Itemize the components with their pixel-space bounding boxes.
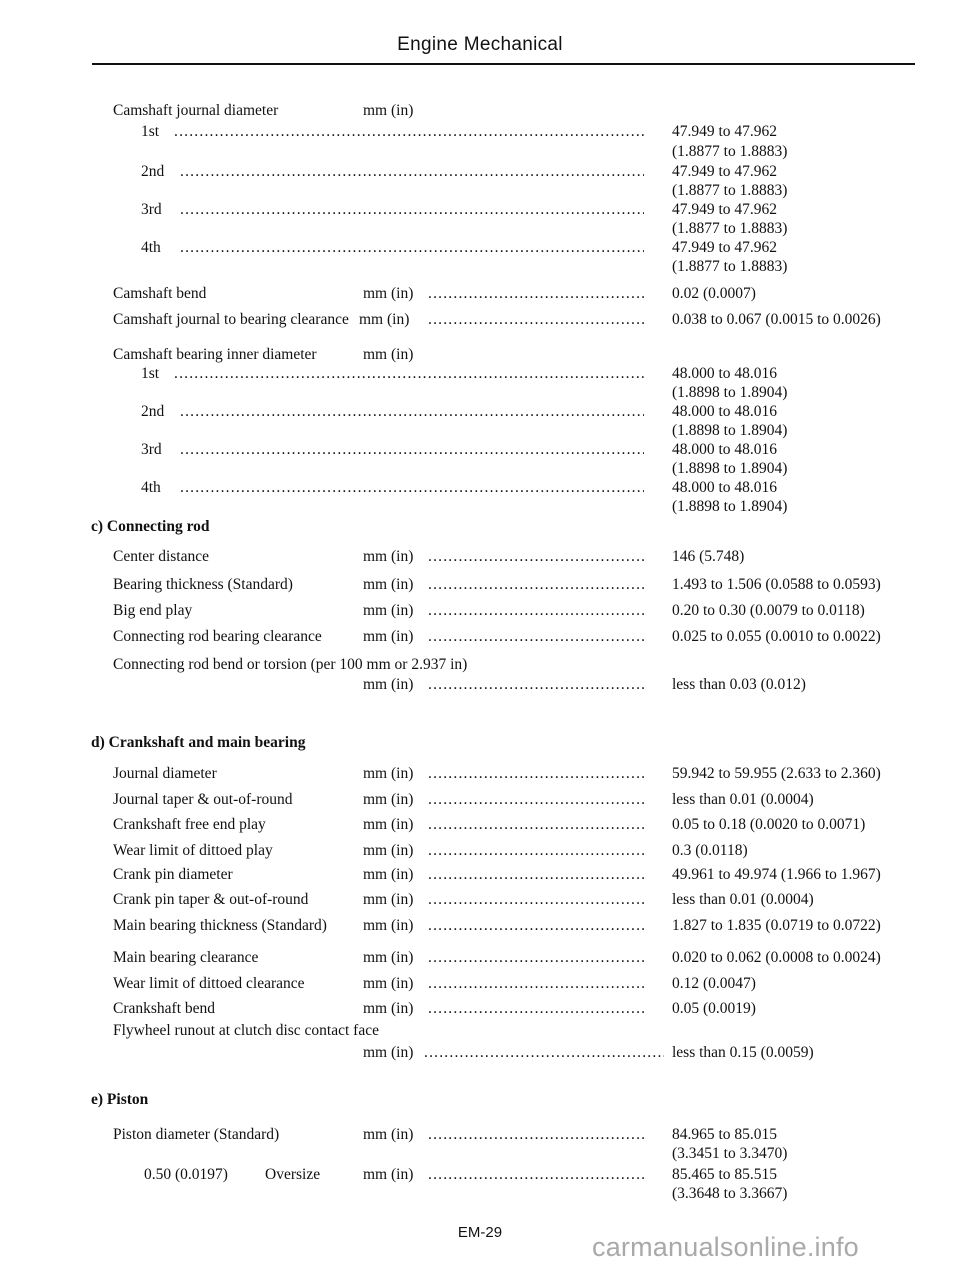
leader-dots xyxy=(428,975,644,993)
spec-label: Journal diameter xyxy=(113,765,217,782)
leader-dots xyxy=(428,576,644,594)
spec-value: 59.942 to 59.955 (2.633 to 2.360) xyxy=(672,765,881,782)
unit-label: mm (in) xyxy=(363,1000,414,1017)
camshaft-bend-value: 0.02 (0.0007) xyxy=(672,285,756,302)
unit-label: mm (in) xyxy=(363,628,414,645)
camshaft-clearance-value: 0.038 to 0.067 (0.0015 to 0.0026) xyxy=(672,311,881,328)
leader-dots xyxy=(424,1044,664,1062)
spec-label: Main bearing clearance xyxy=(113,949,259,966)
bearing-label: 4th xyxy=(141,479,161,496)
leader-dots xyxy=(180,403,644,421)
spec-label: Wear limit of dittoed clearance xyxy=(113,975,305,992)
leader-dots xyxy=(180,163,644,181)
camshaft-bend-label: Camshaft bend xyxy=(113,285,207,302)
spec-label: Connecting rod bearing clearance xyxy=(113,628,322,645)
leader-dots xyxy=(428,842,644,860)
rod-bend-label: Connecting rod bend or torsion (per 100 mm or 2.937 in) xyxy=(113,656,468,673)
section-heading-connecting-rod: c) Connecting rod xyxy=(91,518,210,535)
spec-value: 49.961 to 49.974 (1.966 to 1.967) xyxy=(672,866,881,883)
leader-dots xyxy=(428,676,644,694)
unit-label: mm (in) xyxy=(363,676,414,693)
leader-dots xyxy=(428,548,644,566)
unit-label: mm (in) xyxy=(363,891,414,908)
camshaft-clearance-label: Camshaft journal to bearing clearance xyxy=(113,311,349,328)
spec-value: less than 0.01 (0.0004) xyxy=(672,891,814,908)
unit-label: mm (in) xyxy=(363,866,414,883)
leader-dots xyxy=(428,628,644,646)
rod-bend-value: less than 0.03 (0.012) xyxy=(672,676,806,693)
bearing-value: 48.000 to 48.016 xyxy=(672,479,778,496)
leader-dots xyxy=(428,949,644,967)
leader-dots xyxy=(428,891,644,909)
spec-label: Center distance xyxy=(113,548,209,565)
bearing-value: 48.000 to 48.016 xyxy=(672,365,778,382)
journal-value: 47.949 to 47.962 xyxy=(672,163,778,180)
piston-diameter-value-in: (3.3451 to 3.3470) xyxy=(672,1145,788,1162)
unit-label: mm (in) xyxy=(363,548,414,565)
journal-value: 47.949 to 47.962 xyxy=(672,239,778,256)
journal-label: 3rd xyxy=(141,201,162,218)
spec-label: Crank pin taper & out-of-round xyxy=(113,891,309,908)
spec-label: Wear limit of dittoed play xyxy=(113,842,273,859)
watermark: carmanualsonline.info xyxy=(592,1232,859,1262)
flywheel-label: Flywheel runout at clutch disc contact face xyxy=(113,1022,379,1039)
page-number: EM-29 xyxy=(457,1224,503,1241)
spec-label: Main bearing thickness (Standard) xyxy=(113,917,327,934)
spec-value: 0.025 to 0.055 (0.0010 to 0.0022) xyxy=(672,628,881,645)
unit-label: mm (in) xyxy=(363,791,414,808)
journal-label: 1st xyxy=(141,123,160,140)
leader-dots xyxy=(428,791,644,809)
bearing-value: 48.000 to 48.016 xyxy=(672,441,778,458)
unit-label: mm (in) xyxy=(359,311,410,328)
unit-label: mm (in) xyxy=(363,1044,414,1061)
journal-value-in: (1.8877 to 1.8883) xyxy=(672,182,788,199)
bearing-value-in: (1.8898 to 1.8904) xyxy=(672,422,788,439)
spec-value: 146 (5.748) xyxy=(672,548,745,565)
leader-dots xyxy=(428,285,644,303)
leader-dots xyxy=(180,479,644,497)
bearing-value: 48.000 to 48.016 xyxy=(672,403,778,420)
leader-dots xyxy=(428,1000,644,1018)
bearing-value-in: (1.8898 to 1.8904) xyxy=(672,460,788,477)
oversize-size: 0.50 (0.0197) xyxy=(144,1166,228,1183)
journal-value: 47.949 to 47.962 xyxy=(672,201,778,218)
spec-label: Journal taper & out-of-round xyxy=(113,791,293,808)
unit-label: mm (in) xyxy=(363,949,414,966)
unit-label: mm (in) xyxy=(363,917,414,934)
page-header: Engine Mechanical xyxy=(397,34,563,55)
leader-dots xyxy=(428,1166,644,1184)
leader-dots xyxy=(428,602,644,620)
section-heading-crankshaft: d) Crankshaft and main bearing xyxy=(91,734,306,751)
leader-dots xyxy=(428,917,644,935)
bearing-value-in: (1.8898 to 1.8904) xyxy=(672,498,788,515)
spec-label: Bearing thickness (Standard) xyxy=(113,576,293,593)
unit-label: mm (in) xyxy=(363,765,414,782)
header-rule xyxy=(92,63,915,65)
spec-label: Crank pin diameter xyxy=(113,866,233,883)
spec-value: 0.20 to 0.30 (0.0079 to 0.0118) xyxy=(672,602,865,619)
spec-label: Crankshaft bend xyxy=(113,1000,216,1017)
journal-value: 47.949 to 47.962 xyxy=(672,123,778,140)
spec-value: 0.05 (0.0019) xyxy=(672,1000,756,1017)
unit-label: mm (in) xyxy=(363,102,414,119)
bearing-label: 1st xyxy=(141,365,160,382)
leader-dots xyxy=(428,1126,644,1144)
journal-value-in: (1.8877 to 1.8883) xyxy=(672,258,788,275)
leader-dots xyxy=(180,239,644,257)
unit-label: mm (in) xyxy=(363,975,414,992)
bearing-label: 3rd xyxy=(141,441,162,458)
camshaft-bearing-title: Camshaft bearing inner diameter xyxy=(113,346,317,363)
unit-label: mm (in) xyxy=(363,1126,414,1143)
leader-dots xyxy=(174,365,644,383)
unit-label: mm (in) xyxy=(363,842,414,859)
bearing-label: 2nd xyxy=(141,403,165,420)
unit-label: mm (in) xyxy=(363,816,414,833)
leader-dots xyxy=(428,765,644,783)
flywheel-value: less than 0.15 (0.0059) xyxy=(672,1044,814,1061)
spec-value: 0.3 (0.0118) xyxy=(672,842,748,859)
spec-value: less than 0.01 (0.0004) xyxy=(672,791,814,808)
journal-value-in: (1.8877 to 1.8883) xyxy=(672,143,788,160)
spec-label: Big end play xyxy=(113,602,193,619)
oversize-label: Oversize xyxy=(265,1166,321,1183)
spec-value: 1.827 to 1.835 (0.0719 to 0.0722) xyxy=(672,917,881,934)
spec-value: 0.12 (0.0047) xyxy=(672,975,756,992)
unit-label: mm (in) xyxy=(363,602,414,619)
oversize-value-in: (3.3648 to 3.3667) xyxy=(672,1185,788,1202)
leader-dots xyxy=(428,816,644,834)
spec-value: 0.05 to 0.18 (0.0020 to 0.0071) xyxy=(672,816,866,833)
spec-value: 1.493 to 1.506 (0.0588 to 0.0593) xyxy=(672,576,881,593)
leader-dots xyxy=(428,311,644,329)
unit-label: mm (in) xyxy=(363,576,414,593)
spec-label: Crankshaft free end play xyxy=(113,816,266,833)
journal-value-in: (1.8877 to 1.8883) xyxy=(672,220,788,237)
unit-label: mm (in) xyxy=(363,1166,414,1183)
piston-diameter-label: Piston diameter (Standard) xyxy=(113,1126,280,1143)
leader-dots xyxy=(180,201,644,219)
leader-dots xyxy=(428,866,644,884)
journal-label: 4th xyxy=(141,239,161,256)
leader-dots xyxy=(180,441,644,459)
unit-label: mm (in) xyxy=(363,346,414,363)
leader-dots xyxy=(174,123,644,141)
section-heading-piston: e) Piston xyxy=(91,1091,149,1108)
unit-label: mm (in) xyxy=(363,285,414,302)
piston-diameter-value: 84.965 to 85.015 xyxy=(672,1126,778,1143)
journal-label: 2nd xyxy=(141,163,165,180)
camshaft-journal-title: Camshaft journal diameter xyxy=(113,102,279,119)
oversize-value: 85.465 to 85.515 xyxy=(672,1166,778,1183)
spec-value: 0.020 to 0.062 (0.0008 to 0.0024) xyxy=(672,949,881,966)
bearing-value-in: (1.8898 to 1.8904) xyxy=(672,384,788,401)
